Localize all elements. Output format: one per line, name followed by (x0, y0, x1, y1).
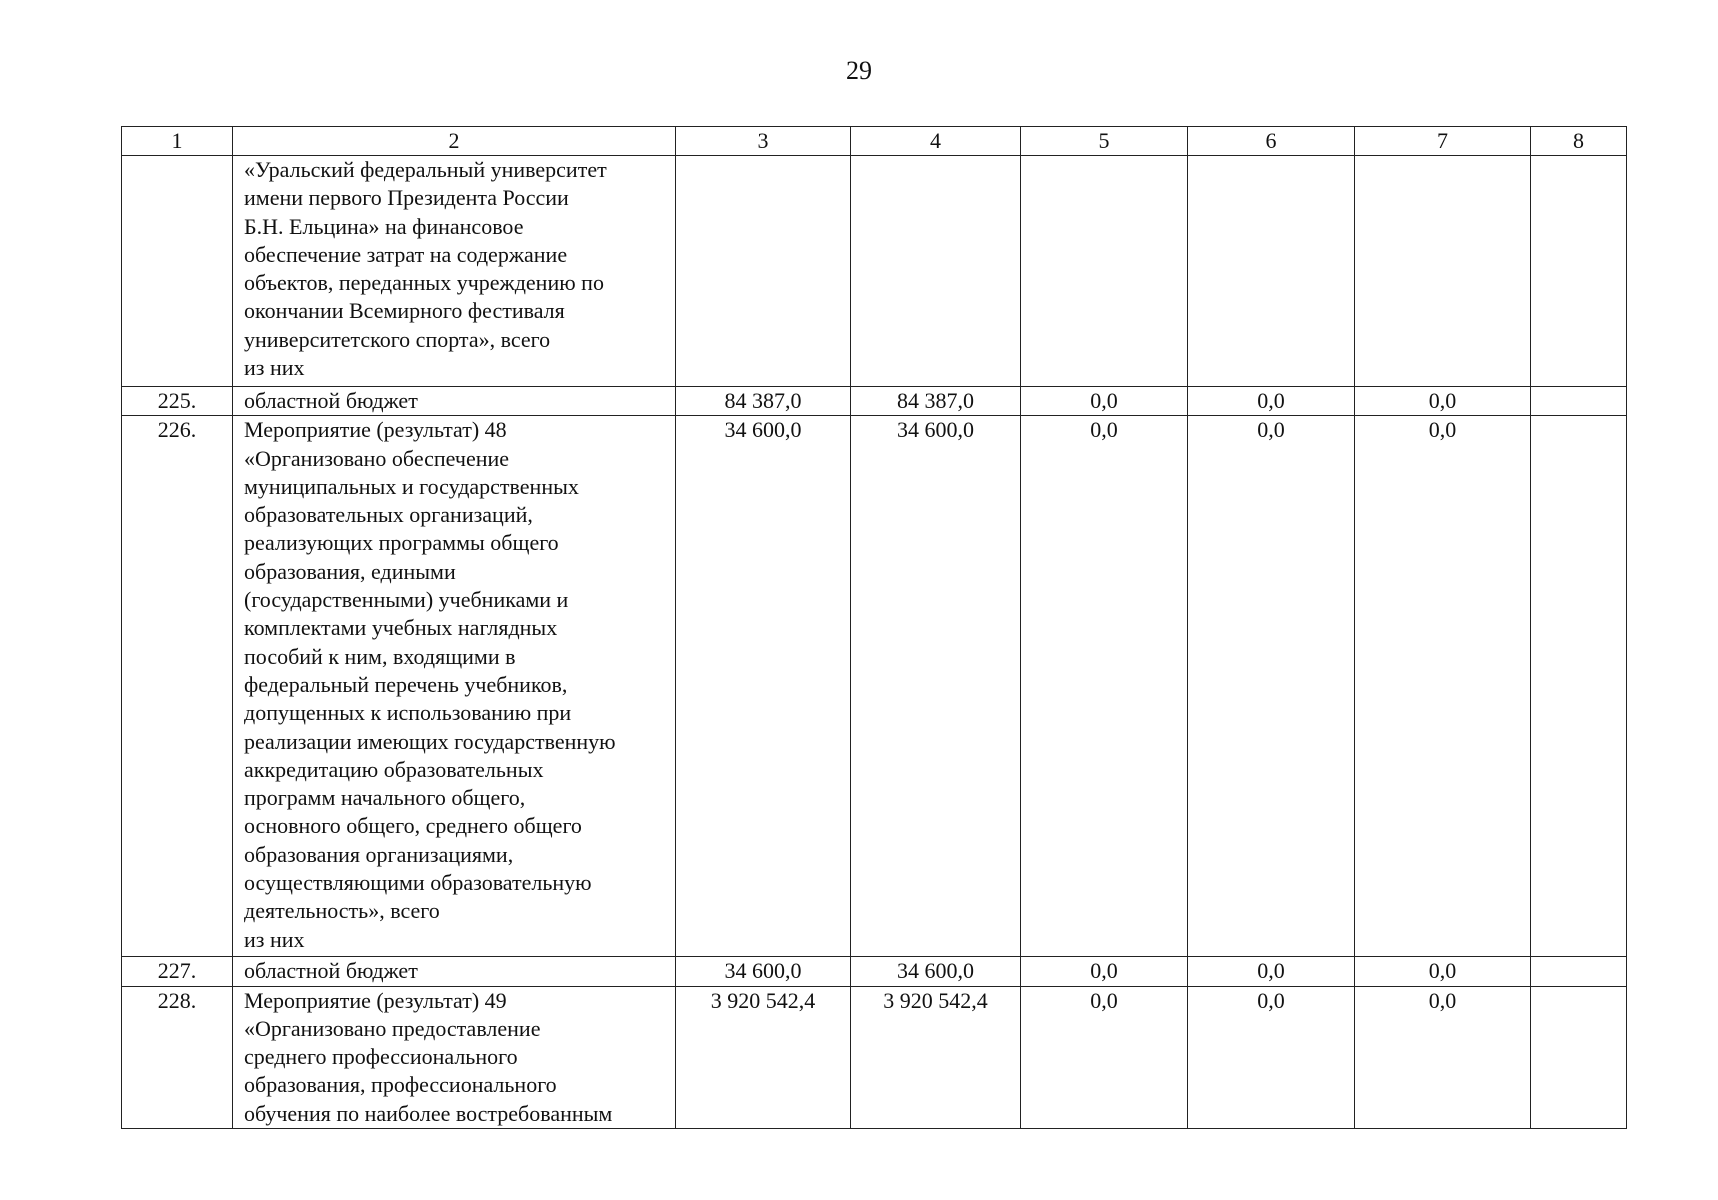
cell-col6: 0,0 (1188, 986, 1355, 1128)
row-description: Мероприятие (результат) 48 «Организовано обеспечение муниципальных и государственных образовательных организаций, реализующих программы общего образования, едиными (государственными) учебниками и комплектами учебных наглядных пособий к ним, входящими в федеральный перечень учебников, допущенных к использованию при реализации имеющих государственную аккредитацию образовательных программ начального общего, основного общего, среднего общего образования организациями, осуществляющими образовательную деятельность», всего из них (233, 416, 676, 957)
table-row (122, 957, 1627, 986)
cell-col5 (1021, 156, 1188, 387)
column-header: 8 (1531, 127, 1627, 156)
row-description: Мероприятие (результат) 49 «Организовано предоставление среднего профессионального образования, профессионального обучения по наиболее востребованным (233, 986, 676, 1128)
column-header-row (122, 127, 1627, 156)
row-description: «Уральский федеральный университет имени первого Президента России Б.Н. Ельцина» на финансовое обеспечение затрат на содержание объектов, переданных учреждению по окончании Всемирного фестиваля университетского спорта», всего из них (233, 156, 676, 387)
table-row (122, 416, 1627, 957)
row-number: 228. (122, 986, 233, 1128)
cell-col8 (1531, 156, 1627, 387)
cell-col5: 0,0 (1021, 957, 1188, 986)
table-row (122, 156, 1627, 387)
cell-col3: 34 600,0 (676, 416, 851, 957)
table-row (122, 387, 1627, 416)
cell-col4: 3 920 542,4 (851, 986, 1021, 1128)
cell-col4: 34 600,0 (851, 957, 1021, 986)
cell-col6: 0,0 (1188, 416, 1355, 957)
column-header: 4 (851, 127, 1021, 156)
cell-col5: 0,0 (1021, 416, 1188, 957)
column-header: 5 (1021, 127, 1188, 156)
cell-col3 (676, 156, 851, 387)
row-number (122, 156, 233, 387)
cell-col7: 0,0 (1355, 957, 1531, 986)
cell-col8 (1531, 387, 1627, 416)
cell-col7: 0,0 (1355, 986, 1531, 1128)
cell-col6: 0,0 (1188, 957, 1355, 986)
column-header: 7 (1355, 127, 1531, 156)
cell-col7: 0,0 (1355, 387, 1531, 416)
row-number: 225. (122, 387, 233, 416)
cell-col6 (1188, 156, 1355, 387)
cell-col4: 84 387,0 (851, 387, 1021, 416)
cell-col7 (1355, 156, 1531, 387)
cell-col8 (1531, 416, 1627, 957)
cell-col5: 0,0 (1021, 986, 1188, 1128)
budget-table (121, 126, 1627, 1129)
cell-col3: 34 600,0 (676, 957, 851, 986)
column-header: 3 (676, 127, 851, 156)
cell-col4 (851, 156, 1021, 387)
column-header: 2 (233, 127, 676, 156)
column-header: 6 (1188, 127, 1355, 156)
table-row (122, 986, 1627, 1128)
row-number: 227. (122, 957, 233, 986)
column-header: 1 (122, 127, 233, 156)
row-description: областной бюджет (233, 387, 676, 416)
cell-col7: 0,0 (1355, 416, 1531, 957)
cell-col3: 3 920 542,4 (676, 986, 851, 1128)
row-number: 226. (122, 416, 233, 957)
cell-col6: 0,0 (1188, 387, 1355, 416)
cell-col5: 0,0 (1021, 387, 1188, 416)
cell-col3: 84 387,0 (676, 387, 851, 416)
cell-col4: 34 600,0 (851, 416, 1021, 957)
cell-col8 (1531, 986, 1627, 1128)
cell-col8 (1531, 957, 1627, 986)
page-number: 29 (846, 56, 872, 85)
row-description: областной бюджет (233, 957, 676, 986)
